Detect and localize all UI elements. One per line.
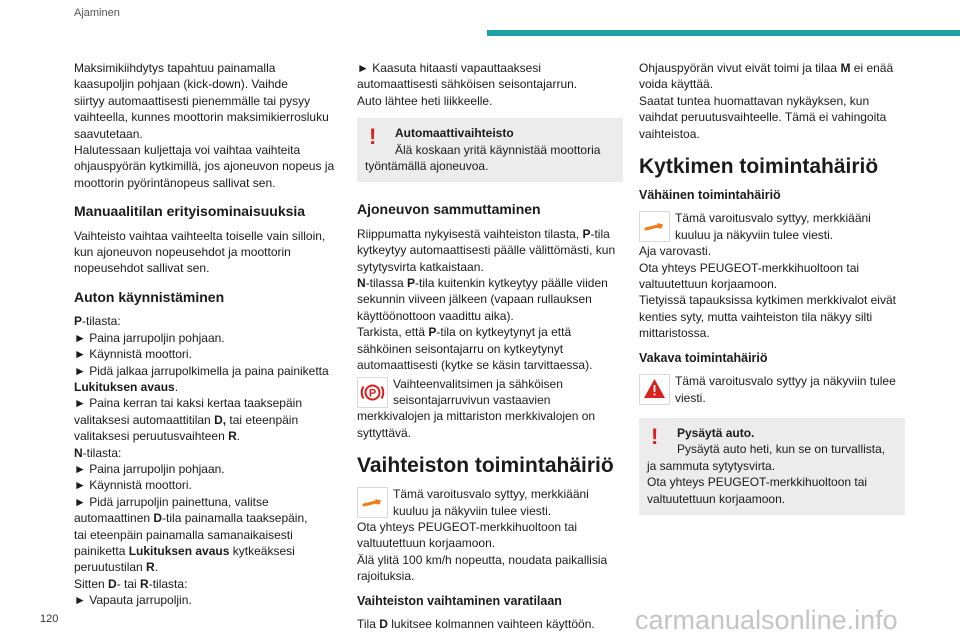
wrench-icon bbox=[639, 211, 670, 242]
parking-brake-note: P Vaihteenvalitsimen ja sähköisen seisontajarruvivun vastaavien merkkivalojen ja mittariston merkkivalojen on syttyttävä. bbox=[357, 376, 596, 440]
column-1 bbox=[74, 60, 340, 609]
intro-paragraph: Maksimikiihdytys tapahtuu painamalla kaasupoljin pohjaan (kick-down). Vaihde siirtyy automaattisesti pienemmälle tai pysyy vaihteella, kunnes moottorin maksimikierrosluku saavutetaan. Halutessaan kuljettaja voi vaihtaa vaihteita ohjauspyörän kytkimillä, jos ajoneuvon nopeus ja moottorin pyörintänopeus sallivat sen. bbox=[74, 61, 335, 190]
warning-box-stop: ! Pysäytä auto. Pysäytä auto heti, kun se on turvallista, ja sammuta sytytysvirta. Ota yhteys PEUGEOT-merkkihuoltoon tai valtuutettuun korjaamoon. bbox=[639, 418, 905, 515]
heading-manual-mode: Manuaalitilan erityisominaisuuksia bbox=[74, 203, 306, 220]
exclamation-icon: ! bbox=[369, 124, 377, 150]
stop-paragraph: Riippumatta nykyisestä vaihteiston tilasta, P-tila kytkeytyy automaattisesti päälle välittömästi, kun sytytysvirta katkaistaan. N-tilassa P-tila kuitenkin kytkeytyy päälle viiden sekunnin viiveen jälkeen (vapaan rullauksen käyttöönottoon vaadittu aika). Tarkista, että P-tila on kytkeytynyt ja että sähköinen seisontajarru on kytkeytynyt automaattisesti (kytke se käsin tarvittaessa). bbox=[357, 226, 616, 373]
minor-fault-note: Tämä varoitusvalo syttyy, merkkiääni kuuluu ja näkyviin tulee viesti. Aja varovasti. Ota yhteys PEUGEOT-merkkihuoltoon tai valtuutettuun korjaamoon. Tietyissä tapauksissa kytkimen merkkivalot eivät kenties syty, mutta vaihteiston tila näkyy silti mittaristossa. bbox=[639, 211, 896, 341]
heading-stopping: Ajoneuvon sammuttaminen bbox=[357, 201, 541, 218]
watermark: carmanualsonline.info bbox=[635, 605, 898, 635]
gearbox-fault-note: Tämä varoitusvalo syttyy, merkkiääni kuuluu ja näkyviin tulee viesti. Ota yhteys PEUGEOT-merkkihuoltoon tai valtuutettuun korjaamoon. Älä ylitä 100 km/h nopeutta, noudata paikallisia rajoituksia. bbox=[357, 487, 608, 584]
heading-major-fault: Vakava toimintahäiriö bbox=[639, 350, 768, 365]
running-header: Ajaminen bbox=[74, 7, 120, 19]
slow-start-paragraph: ► Kaasuta hitaasti vapauttaaksesi automaattisesti sähköisen seisontajarrun. Auto lähtee heti liikkeelle. bbox=[357, 61, 578, 108]
column-3 bbox=[639, 60, 905, 515]
parking-brake-warning-icon bbox=[357, 377, 388, 408]
svg-text:P: P bbox=[368, 387, 377, 399]
major-fault-note: Tämä varoitusvalo syttyy ja näkyviin tulee viesti. bbox=[639, 373, 905, 406]
paddles-paragraph: Ohjauspyörän vivut eivät toimi ja tilaa M ei enää voida käyttää. Saatat tuntea huomattavan nykäyksen, kun vaihdat peruutusvaihteelle. Tämä ei vahingoita vaihteistoa. bbox=[639, 61, 894, 141]
heading-minor-fault: Vähäinen toimintahäiriö bbox=[639, 188, 781, 203]
exclamation-icon: ! bbox=[651, 423, 659, 449]
warning-box-automatic: ! Automaattivaihteisto Älä koskaan yritä käynnistää moottoria työntämällä ajoneuvoa. bbox=[357, 118, 623, 182]
page-number: 120 bbox=[40, 613, 59, 625]
start-paragraph: P-tilasta: ► Paina jarrupoljin pohjaan. ► Käynnistä moottori. ► Pidä jalkaa jarrupolkimella ja paina painiketta Lukituksen avaus. ► Paina kerran tai kaksi kertaa taaksepäin valitaksesi automaattitilan D, tai eteenpäin valitaksesi peruutusvaihteen R. N-tilasta: ► Paina jarrupoljin pohjaan. ► Käynnistä moottori. ► Pidä jarrupoljin painettuna, valitse automaattinen D-tila painamalla taaksepäin, tai eteenpäin painamalla samanaikaisesti painiketta Lukituksen avaus kytkeäksesi peruutustilan R. Sitten D- tai R-tilasta: ► Vapauta jarrupoljin. bbox=[74, 314, 329, 608]
emergency-paragraph: Tila D lukitsee kolmannen vaihteen käyttöön. bbox=[357, 616, 595, 631]
manual-paragraph: Vaihteisto vaihtaa vaihteelta toiselle vain silloin, kun ajoneuvon nopeusehdot ja moottorin nopeusehdot sallivat sen. bbox=[74, 228, 326, 276]
heading-clutch-fault: Kytkimen toimintahäiriö bbox=[639, 155, 879, 179]
header-rule bbox=[487, 30, 960, 36]
wrench-icon bbox=[357, 487, 388, 518]
heading-gearbox-fault: Vaihteiston toimintahäiriö bbox=[357, 454, 614, 478]
heading-starting: Auton käynnistäminen bbox=[74, 288, 225, 305]
column-2 bbox=[357, 60, 623, 632]
warning-triangle-icon bbox=[639, 374, 670, 405]
heading-emergency-mode: Vaihteiston vaihtaminen varatilaan bbox=[357, 593, 562, 608]
